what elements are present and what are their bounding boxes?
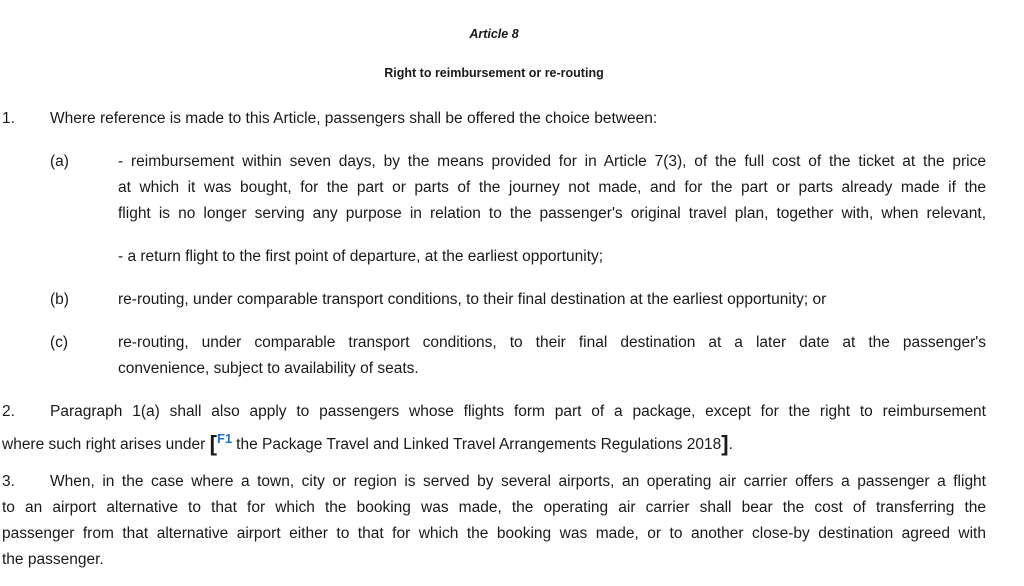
para1-b-text: re-routing, under comparable transport conditions, to their final destination at the earliest opportunity; or — [118, 291, 827, 308]
para2-line-2-after: the Package Travel and Linked Travel Arrangements Regulations 2018 — [236, 436, 722, 453]
article-title: Right to reimbursement or re-routing — [384, 66, 604, 80]
amendment-f1-link[interactable]: F1 — [216, 431, 233, 446]
para1-a-label: (a) — [50, 153, 69, 170]
para1-a-line-3: flight is no longer serving any purpose in relation to the passenger's original travel plan, together with, when relevant, — [118, 205, 986, 222]
article-number: Article 8 — [469, 27, 519, 41]
para3-number: 3. — [2, 473, 15, 490]
para1-c-line-2: convenience, subject to availability of seats. — [118, 360, 419, 377]
para1-b-label: (b) — [50, 291, 69, 308]
amendment-bracket-open: [ — [209, 431, 217, 456]
para2-line-2-before: where such right arises under — [2, 436, 210, 453]
para1-a-text — [118, 149, 986, 227]
para2-line-2 — [2, 426, 733, 458]
para1-a-second: - a return flight to the first point of departure, at the earliest opportunity; — [118, 248, 604, 265]
para1-a-line-2: at which it was bought, for the part or parts of the journey not made, and for the part or parts already made if the — [118, 179, 986, 196]
para1-intro: Where reference is made to this Article, passengers shall be offered the choice between: — [50, 110, 658, 127]
para1-number: 1. — [2, 110, 15, 127]
para1-a-line-1: - reimbursement within seven days, by the means provided for in Article 7(3), of the full cost of the ticket at the price — [118, 153, 986, 170]
para1-c-label: (c) — [50, 334, 69, 351]
para3-rest — [2, 495, 986, 573]
para2-number: 2. — [2, 403, 15, 420]
para3-line-3: passenger from that alternative airport either to that for which the booking was made, or to another close-by destination agreed with — [2, 525, 986, 542]
para1-c-text — [118, 330, 986, 382]
para1-c-line-1: re-routing, under comparable transport conditions, to their final destination at a later date at the passenger's — [118, 334, 986, 351]
para3-line-1-wrap — [50, 469, 986, 495]
para3-line-4: the passenger. — [2, 551, 104, 568]
para2-end: . — [728, 436, 733, 453]
amendment-bracket-close: ] — [721, 431, 729, 456]
para2-line-1-wrap — [50, 399, 986, 425]
para2-line-1: Paragraph 1(a) shall also apply to passengers whose flights form part of a package, except for the right to reimbursement — [50, 403, 986, 420]
para3-line-1: When, in the case where a town, city or region is served by several airports, an operating air carrier offers a passenger a flight — [50, 473, 986, 490]
para3-line-2: to an airport alternative to that for which the booking was made, the operating air carrier shall bear the cost of transferring the — [2, 499, 986, 516]
